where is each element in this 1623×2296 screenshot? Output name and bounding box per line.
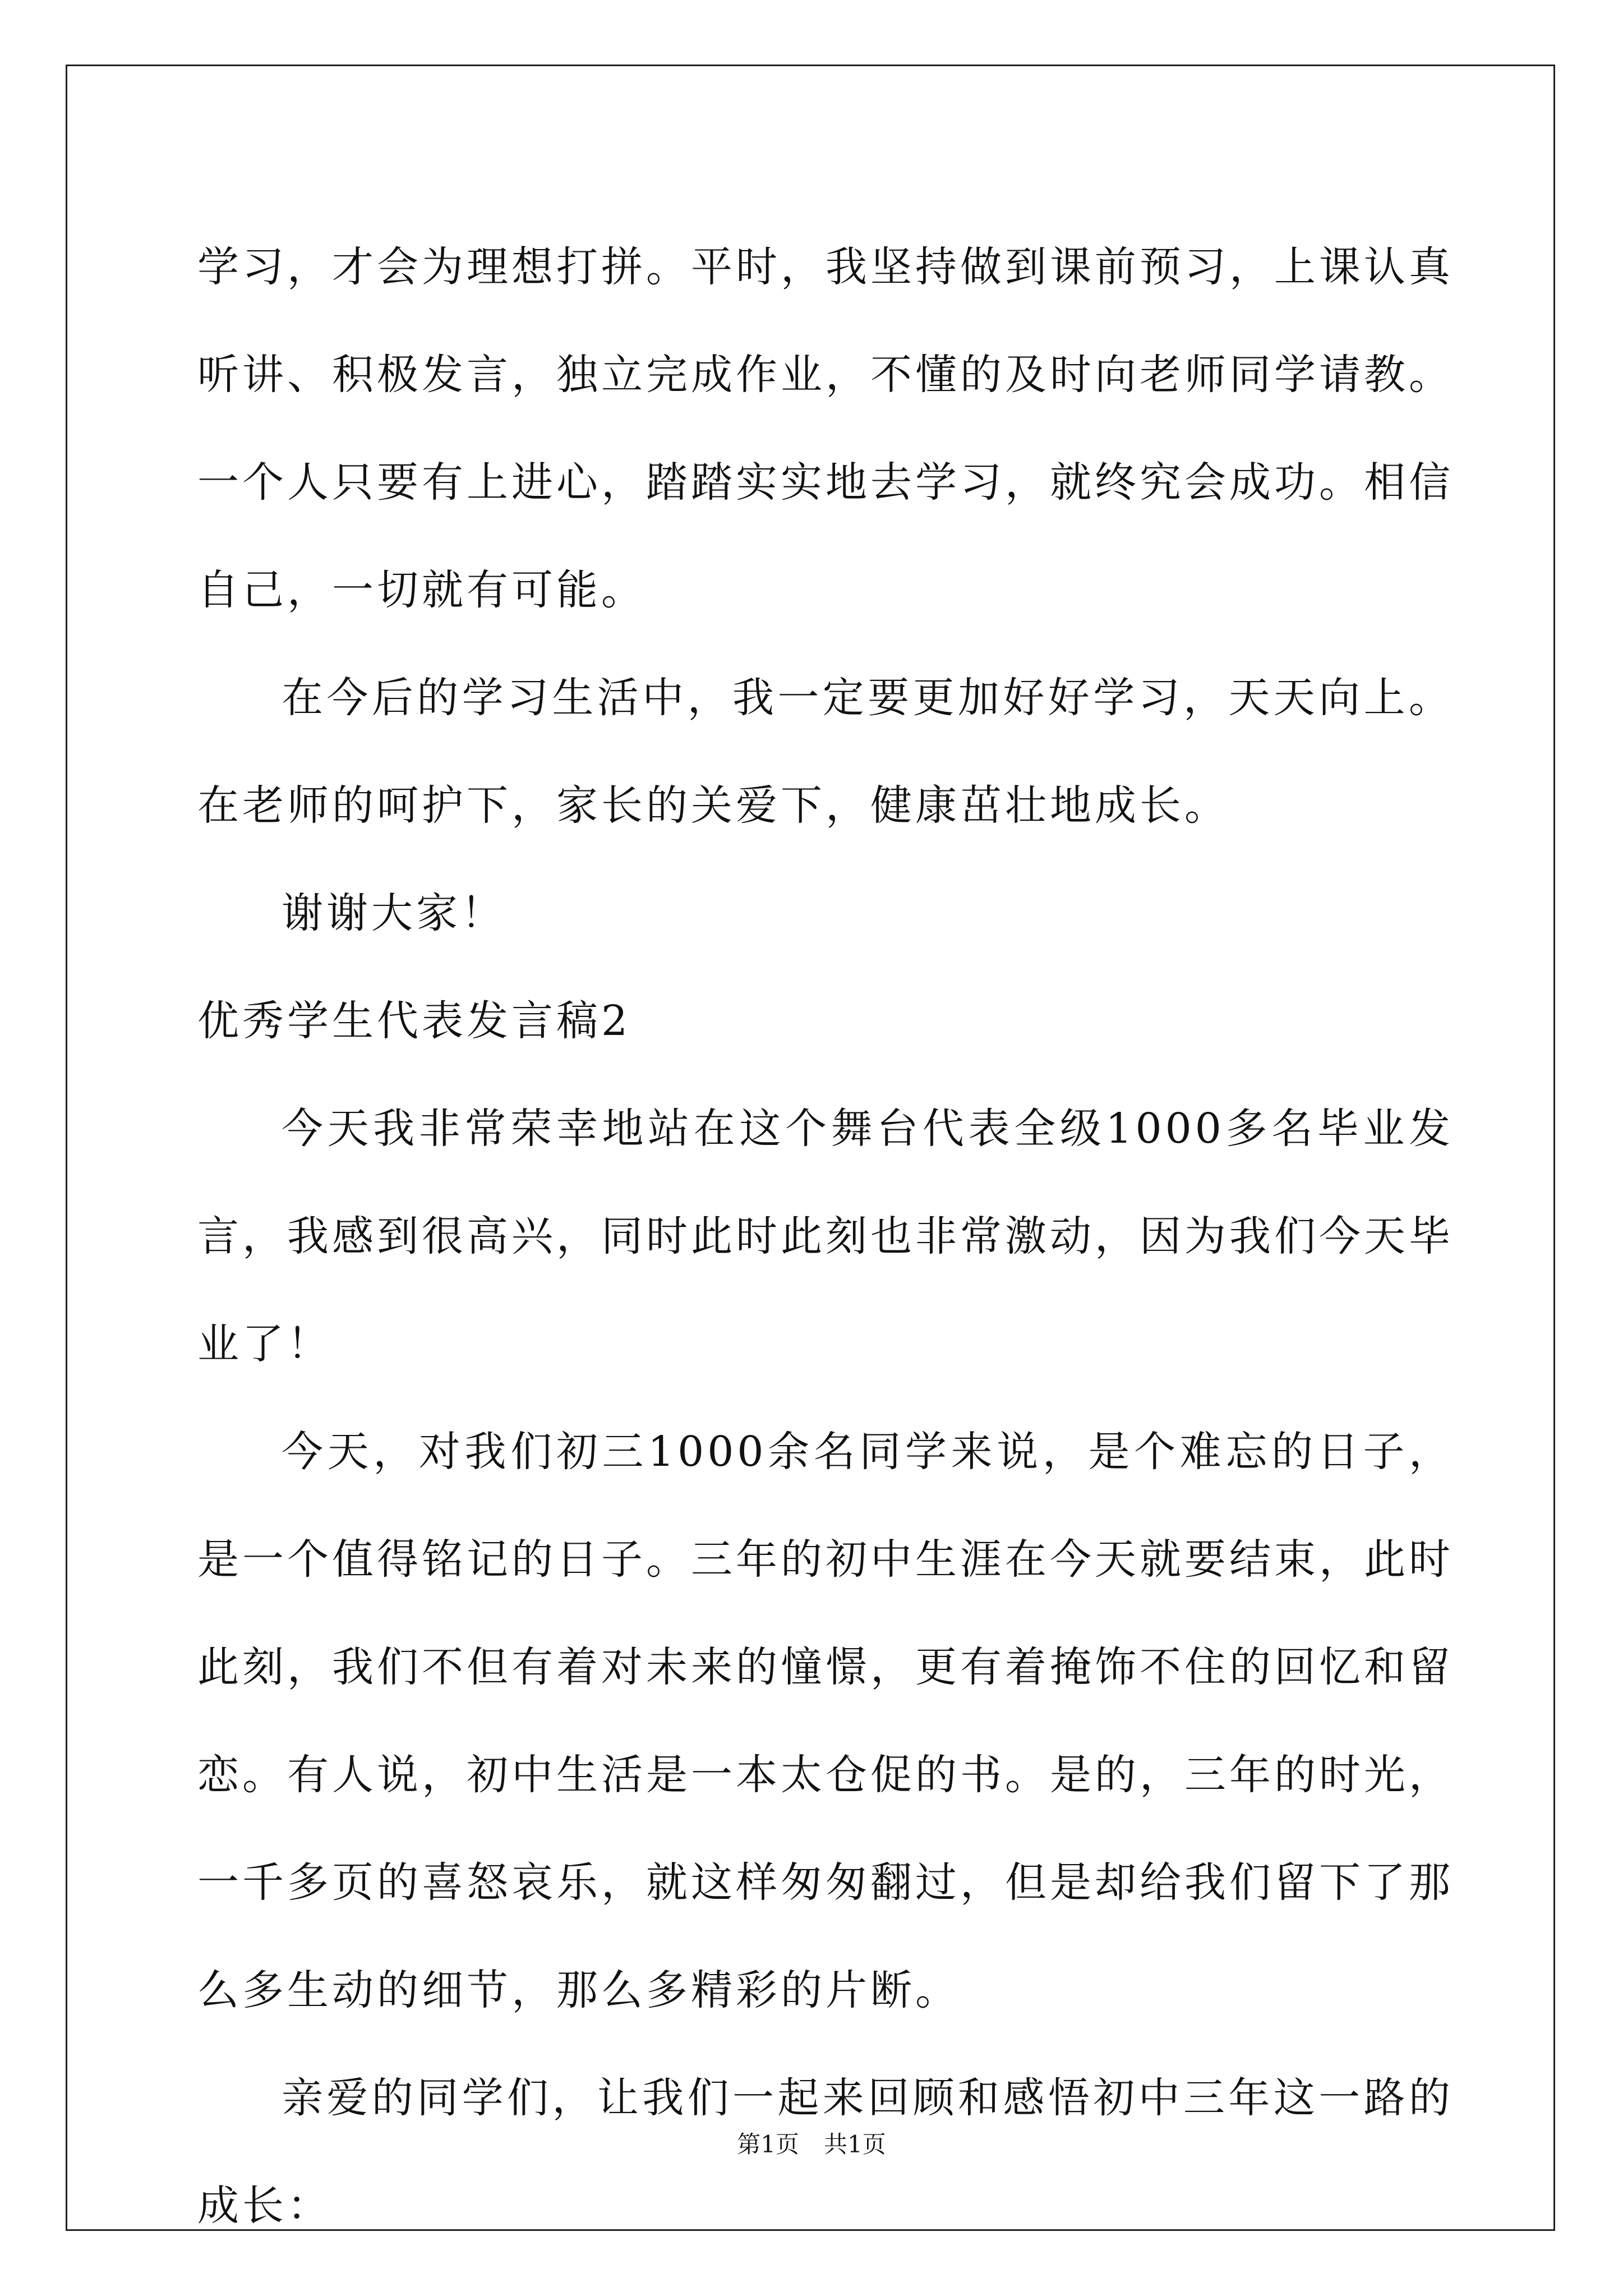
paragraph-thanks: 谢谢大家！ — [282, 889, 506, 937]
section-paragraph-3: 亲爱的同学们，让我们一起来回顾和感悟初中三年这一路的成长： — [197, 2074, 1454, 2230]
section-paragraph-1: 今天我非常荣幸地站在这个舞台代表全级1000多名毕业发言，我感到很高兴，同时此时此刻也非常激动，因为我们今天毕业了！ — [197, 1105, 1454, 1368]
page-number: 第1页 — [737, 2131, 799, 2158]
page-footer — [0, 2126, 1623, 2160]
paragraph-1: 学习，才会为理想打拼。平时，我坚持做到课前预习，上课认真听讲、积极发言，独立完成作业，不懂的及时向老师同学请教。一个人只要有上进心，踏踏实实地去学习，就终究会成功。相信自己，一切就有可能。 — [197, 243, 1454, 614]
page-total: 共1页 — [824, 2131, 886, 2158]
document-body — [197, 213, 1454, 2260]
section-title: 优秀学生代表发言稿2 — [197, 997, 631, 1045]
section-paragraph-2: 今天，对我们初三1000余名同学来说，是个难忘的日子，是一个值得铭记的日子。三年的初中生涯在今天就要结束，此时此刻，我们不但有着对未来的憧憬，更有着掩饰不住的回忆和留恋。有人说，初中生活是一本太仓促的书。是的，三年的时光，一千多页的喜怒哀乐，就这样匆匆翻过，但是却给我们留下了那么多生动的细节，那么多精彩的片断。 — [197, 1428, 1454, 2014]
paragraph-2: 在今后的学习生活中，我一定要更加好好学习，天天向上。在老师的呵护下，家长的关爱下，健康茁壮地成长。 — [197, 674, 1454, 830]
